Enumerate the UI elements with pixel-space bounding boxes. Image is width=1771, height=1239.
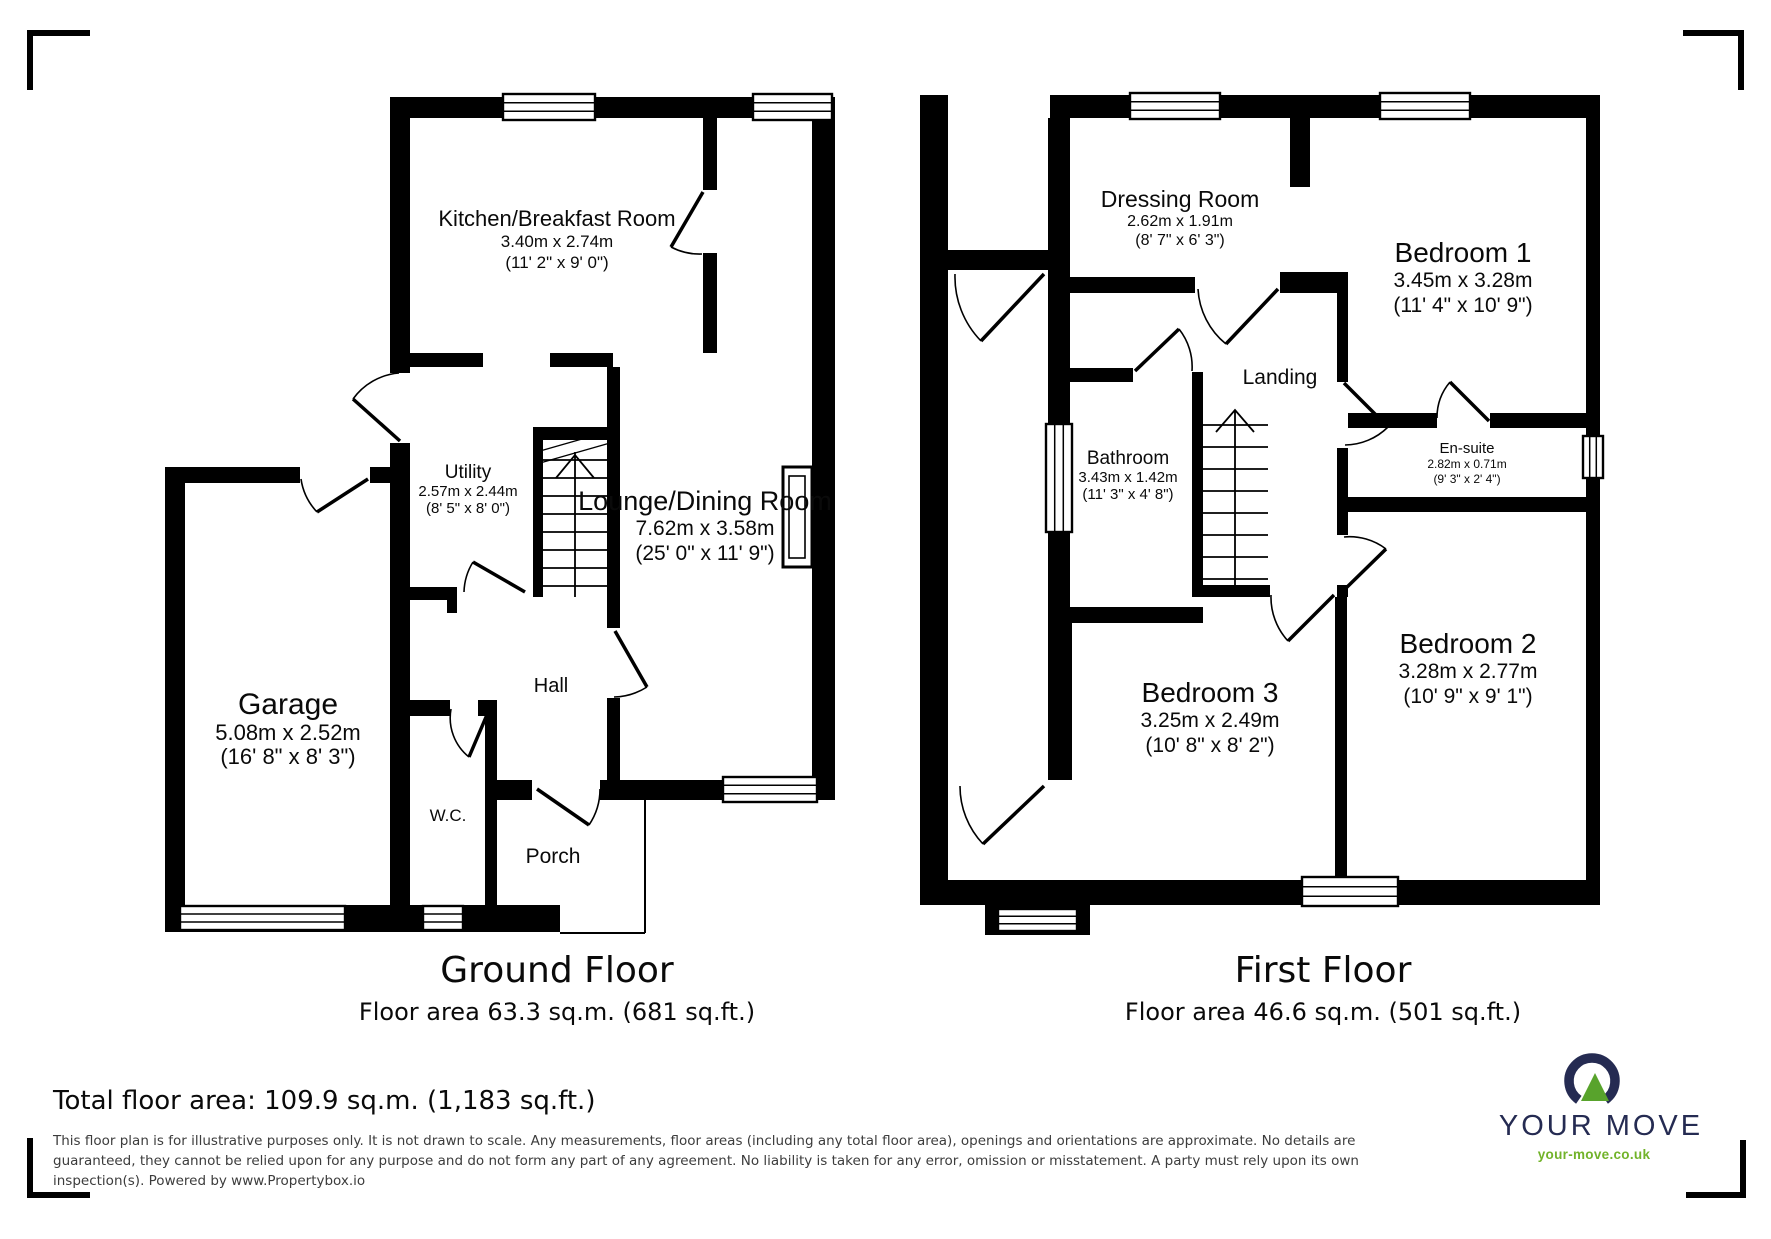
room-dims-metric: 2.62m x 1.91m xyxy=(1127,213,1233,230)
room-dims-imperial: (11' 3" x 4' 8") xyxy=(1082,486,1174,503)
room-dims-metric: 3.45m x 3.28m xyxy=(1393,269,1533,292)
room-label-porch xyxy=(526,845,581,869)
room-name: Bedroom 3 xyxy=(1141,677,1279,708)
window-kitchen xyxy=(503,94,595,120)
room-dims-imperial: (10' 8" x 8' 2") xyxy=(1145,734,1275,757)
brand-website: your-move.co.uk xyxy=(1537,1147,1651,1162)
room-name: Dressing Room xyxy=(1100,186,1260,212)
room-dims-imperial: (8' 5" x 8' 0") xyxy=(426,500,510,517)
room-dims-imperial: (25' 0" x 11' 9") xyxy=(635,542,775,565)
window-ensuite xyxy=(1583,436,1603,478)
window-bedroom3-bay xyxy=(998,909,1077,931)
total-floor-area: Total floor area: 109.9 sq.m. (1,183 sq.ft.) xyxy=(53,1086,596,1116)
logo-triangle-icon xyxy=(1581,1073,1609,1101)
ground-floor-area: Floor area 63.3 sq.m. (681 sq.ft.) xyxy=(358,998,756,1026)
room-label-ensuite xyxy=(1427,440,1506,487)
room-dims-metric: 5.08m x 2.52m xyxy=(215,720,361,745)
room-name: Lounge/Dining Room xyxy=(578,486,832,516)
room-name: Garage xyxy=(237,688,339,721)
room-name: Kitchen/Breakfast Room xyxy=(438,206,676,231)
room-name: Bathroom xyxy=(1086,448,1170,469)
first-floor-stairs xyxy=(1203,410,1268,585)
window-bedroom1 xyxy=(1380,93,1470,119)
room-name: W.C. xyxy=(429,806,467,825)
first-floor-title: First Floor xyxy=(1234,950,1412,991)
room-label-garage xyxy=(215,688,361,769)
room-label-dressing-room xyxy=(1101,186,1260,250)
window-slats xyxy=(998,102,1596,924)
disclaimer-line: guaranteed, they cannot be relied upon for any purpose and do not form any part of any agreement. No liability is taken for any error, omission or misstatement. A party must rely upon its own xyxy=(53,1153,1359,1169)
room-dims-metric: 3.43m x 1.42m xyxy=(1078,469,1178,486)
window-lounge-top xyxy=(753,94,832,120)
room-label-hall xyxy=(534,674,568,698)
room-label-wc xyxy=(430,806,467,826)
corner-bracket-top-right xyxy=(1683,33,1741,90)
room-label-bathroom xyxy=(1078,448,1177,503)
room-dims-imperial: (11' 4" x 10' 9") xyxy=(1393,294,1533,317)
first-floor-area: Floor area 46.6 sq.m. (501 sq.ft.) xyxy=(1124,998,1522,1026)
room-dims-imperial: (10' 9" x 9' 1") xyxy=(1403,685,1533,708)
room-name: Bedroom 1 xyxy=(1394,237,1532,268)
room-label-utility xyxy=(418,462,517,517)
room-label-lounge xyxy=(578,486,832,566)
room-dims-metric: 3.28m x 2.77m xyxy=(1398,660,1538,683)
room-name: Bedroom 2 xyxy=(1399,628,1537,659)
room-label-kitchen xyxy=(438,206,675,273)
room-name: En-suite xyxy=(1439,440,1495,457)
corner-bracket-bottom-right xyxy=(1686,1140,1743,1195)
stair-up-arrow xyxy=(1216,410,1254,585)
disclaimer-line: This floor plan is for illustrative purposes only. It is not drawn to scale. Any measurements, floor areas (including any total floor area), openings and orientations are approximate. No details are xyxy=(53,1133,1356,1149)
room-name: Hall xyxy=(533,675,569,697)
room-name: Landing xyxy=(1242,366,1318,389)
room-label-bedroom2 xyxy=(1399,628,1538,709)
your-move-logo-mark xyxy=(1569,1058,1615,1101)
window-wc xyxy=(423,906,463,930)
room-dims-metric: 2.82m x 0.71m xyxy=(1427,457,1507,471)
garage-door xyxy=(180,906,345,930)
disclaimer-text xyxy=(53,1131,1359,1191)
window-bedroom2 xyxy=(1302,877,1398,906)
room-dims-imperial: (8' 7" x 6' 3") xyxy=(1135,232,1225,249)
disclaimer-line: inspection(s). Powered by www.Propertybox.io xyxy=(53,1173,366,1189)
window-dressing xyxy=(1130,93,1220,119)
room-label-bedroom1 xyxy=(1393,237,1532,318)
brand-wordmark: YOUR MOVE xyxy=(1498,1110,1704,1142)
first-floor-plan xyxy=(920,93,1603,935)
room-dims-imperial: (11' 2" x 9' 0") xyxy=(505,253,609,272)
room-name: Utility xyxy=(444,462,492,483)
room-name: Porch xyxy=(525,845,581,868)
window-bathroom xyxy=(1046,424,1072,532)
room-dims-imperial: (16' 8" x 8' 3") xyxy=(220,744,356,769)
room-label-landing xyxy=(1243,366,1318,390)
room-dims-metric: 7.62m x 3.58m xyxy=(635,517,775,540)
window-lounge-bottom xyxy=(723,777,817,802)
room-label-bedroom3 xyxy=(1141,677,1280,758)
room-dims-metric: 2.57m x 2.44m xyxy=(418,483,518,500)
corner-bracket-top-left xyxy=(30,33,90,90)
room-dims-metric: 3.25m x 2.49m xyxy=(1140,709,1280,732)
ground-floor-title: Ground Floor xyxy=(440,950,674,991)
room-dims-imperial: (9' 3" x 2' 4") xyxy=(1433,472,1501,486)
room-dims-metric: 3.40m x 2.74m xyxy=(500,232,614,251)
